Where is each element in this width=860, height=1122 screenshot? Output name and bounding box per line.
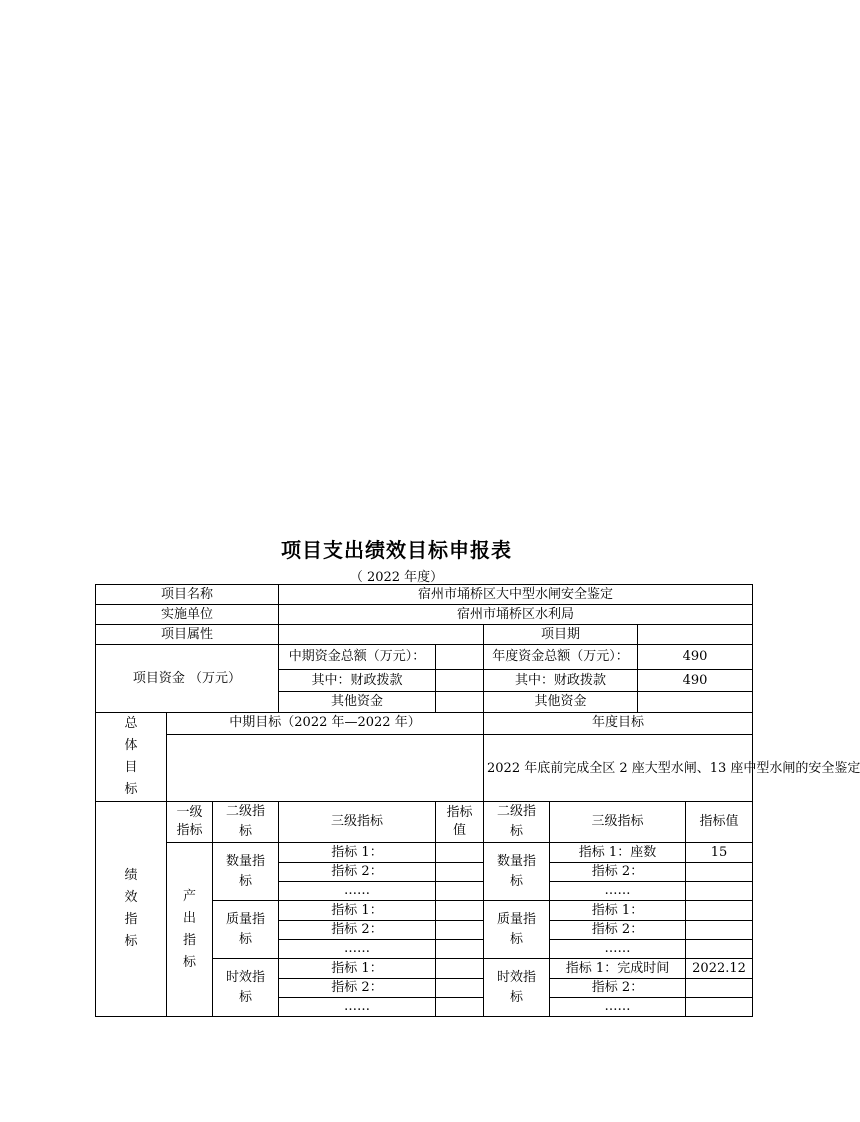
year-indicator-row: …… <box>550 998 686 1017</box>
year-indicator-value <box>686 901 753 921</box>
period-label: 项目期 <box>484 625 638 645</box>
year-total-value: 490 <box>638 645 753 670</box>
mid-group-quality: 质量指标 <box>213 901 279 959</box>
output-indicator-label <box>167 843 213 1017</box>
mid-indicator-row: …… <box>279 882 436 901</box>
unit-label: 实施单位 <box>96 605 279 625</box>
year-value-header: 指标值 <box>686 802 753 843</box>
year-group-quantity: 数量指标 <box>484 843 550 901</box>
year-other-value <box>638 692 753 713</box>
year-group-timeliness: 时效指标 <box>484 959 550 1017</box>
year-level3-header: 三级指标 <box>550 802 686 843</box>
year-note: （ 2022 年度） <box>349 570 444 585</box>
mid-indicator-row: 指标 2： <box>279 979 436 998</box>
level1-header: 一级指标 <box>167 802 213 843</box>
mid-fiscal-label: 其中：财政拨款 <box>279 670 436 692</box>
mid-indicator-row: 指标 2： <box>279 921 436 940</box>
mid-indicator-value <box>436 940 484 959</box>
overall-goal-label <box>96 713 167 802</box>
mid-indicator-value <box>436 998 484 1017</box>
year-fiscal-label: 其中：财政拨款 <box>484 670 638 692</box>
year-indicator-row: 指标 1： <box>550 901 686 921</box>
year-goal-text: 2022 年底前完成全区 2 座大型水闸、13 座中型水闸的安全鉴定 <box>484 734 753 801</box>
mid-value-header: 指标值 <box>436 802 484 843</box>
mid-indicator-value <box>436 863 484 882</box>
year-indicator-row: …… <box>550 882 686 901</box>
mid-fiscal-value <box>436 670 484 692</box>
mid-indicator-row: 指标 1： <box>279 901 436 921</box>
year-indicator-row: 指标 1：座数 <box>550 843 686 863</box>
attribute-value <box>279 625 484 645</box>
mid-indicator-value <box>436 959 484 979</box>
year-indicator-value <box>686 921 753 940</box>
performance-target-form <box>95 584 860 1017</box>
year-indicator-value: 15 <box>686 843 753 863</box>
year-indicator-value <box>686 882 753 901</box>
project-name-value: 宿州市埇桥区大中型水闸安全鉴定 <box>279 585 753 605</box>
year-indicator-row: 指标 2： <box>550 863 686 882</box>
output-indicator-text: 产出指标 <box>182 888 196 970</box>
unit-value: 宿州市埇桥区水利局 <box>279 605 753 625</box>
overall-goal-label-text: 总体目标 <box>124 716 138 797</box>
performance-label-text: 绩效指标 <box>124 868 138 949</box>
mid-indicator-value <box>436 979 484 998</box>
mid-total-value <box>436 645 484 670</box>
mid-indicator-row: 指标 2： <box>279 863 436 882</box>
mid-indicator-value <box>436 921 484 940</box>
year-goal-header: 年度目标 <box>484 713 753 735</box>
mid-level3-header: 三级指标 <box>279 802 436 843</box>
period-value <box>638 625 753 645</box>
form-title: 项目支出绩效目标申报表 <box>281 538 512 562</box>
year-indicator-row: 指标 2： <box>550 979 686 998</box>
year-other-label: 其他资金 <box>484 692 638 713</box>
mid-indicator-row: 指标 1： <box>279 959 436 979</box>
year-indicator-row: 指标 1：完成时间 <box>550 959 686 979</box>
mid-indicator-value <box>436 843 484 863</box>
mid-goal-header: 中期目标（2022 年—2022 年） <box>167 713 484 735</box>
year-level2-header: 二级指标 <box>484 802 550 843</box>
mid-indicator-row: …… <box>279 998 436 1017</box>
mid-goal-text <box>167 734 484 801</box>
mid-other-value <box>436 692 484 713</box>
year-indicator-value <box>686 863 753 882</box>
year-fiscal-value: 490 <box>638 670 753 692</box>
mid-other-label: 其他资金 <box>279 692 436 713</box>
mid-indicator-value <box>436 882 484 901</box>
mid-indicator-value <box>436 901 484 921</box>
year-indicator-row: …… <box>550 940 686 959</box>
year-indicator-row: 指标 2： <box>550 921 686 940</box>
year-group-quality: 质量指标 <box>484 901 550 959</box>
year-indicator-value: 2022.12 <box>686 959 753 979</box>
attribute-label: 项目属性 <box>96 625 279 645</box>
year-indicator-value <box>686 979 753 998</box>
project-name-label: 项目名称 <box>96 585 279 605</box>
mid-group-quantity: 数量指标 <box>213 843 279 901</box>
funds-label: 项目资金 （万元） <box>96 645 279 713</box>
year-indicator-value <box>686 940 753 959</box>
mid-level2-header: 二级指标 <box>213 802 279 843</box>
mid-group-timeliness: 时效指标 <box>213 959 279 1017</box>
year-indicator-value <box>686 998 753 1017</box>
year-total-label: 年度资金总额（万元）： <box>484 645 638 670</box>
mid-indicator-row: 指标 1： <box>279 843 436 863</box>
mid-indicator-row: …… <box>279 940 436 959</box>
mid-total-label: 中期资金总额（万元）： <box>279 645 436 670</box>
performance-label <box>96 802 167 1017</box>
